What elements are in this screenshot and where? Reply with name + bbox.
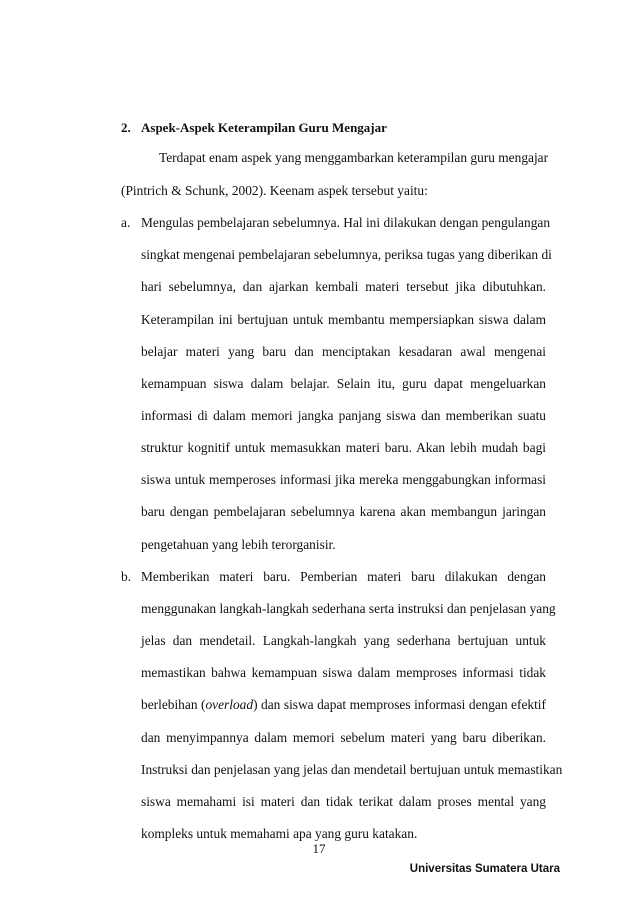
item-a-line-7: informasi di dalam memori jangka panjang siswa dan memberikan suatu [141,408,546,423]
item-a-line-6: kemampuan siswa dalam belajar. Selain itu, guru dapat mengeluarkan [141,376,546,391]
item-b-line-5-before: berlebihan ( [141,697,206,712]
item-b-line-3: jelas dan mendetail. Langkah-langkah yang sederhana bertujuan untuk [141,633,546,648]
item-a-marker: a. [121,215,131,230]
item-a-line-9: siswa untuk memperoses informasi jika mereka menggabungkan informasi [141,472,546,487]
item-b-line-1: Memberikan materi baru. Pemberian materi baru dilakukan dengan [141,569,546,584]
item-b-line-5-after: ) dan siswa dapat memproses informasi dengan efektif [253,697,546,712]
page-number: 17 [312,841,326,856]
item-b-line-8: siswa memahami isi materi dan tidak terikat dalam proses mental yang [141,794,546,809]
intro-line-2: (Pintrich & Schunk, 2002). Keenam aspek tersebut yaitu: [121,183,428,198]
item-b-marker: b. [121,569,132,584]
item-a-line-3: hari sebelumnya, dan ajarkan kembali materi tersebut jika dibutuhkan. [141,279,546,294]
item-b-line-4: memastikan bahwa kemampuan siswa dalam memproses informasi tidak [141,665,546,680]
intro-line-1: Terdapat enam aspek yang menggambarkan keterampilan guru mengajar [159,150,549,165]
item-a-line-4: Keterampilan ini bertujuan untuk membantu mempersiapkan siswa dalam [141,312,546,327]
item-a-line-11: pengetahuan yang lebih terorganisir. [141,537,336,552]
item-a-line-8: struktur kognitif untuk memasukkan materi baru. Akan lebih mudah bagi [141,440,546,455]
item-b-line-5-italic: overload [205,697,254,712]
item-b-line-9: kompleks untuk memahami apa yang guru katakan. [141,826,418,841]
section-title: Aspek-Aspek Keterampilan Guru Mengajar [141,120,387,135]
footer-institution: Universitas Sumatera Utara [409,863,560,875]
item-b-line-6: dan menyimpannya dalam memori sebelum materi yang baru diberikan. [141,730,546,745]
item-a-line-1: Mengulas pembelajaran sebelumnya. Hal ini dilakukan dengan pengulangan [141,215,551,230]
item-a-line-10: baru dengan pembelajaran sebelumnya karena akan membangun jaringan [141,504,546,519]
section-number: 2. [121,120,131,135]
item-a-line-2: singkat mengenai pembelajaran sebelumnya, periksa tugas yang diberikan di [141,247,552,262]
item-a-line-5: belajar materi yang baru dan menciptakan kesadaran awal mengenai [141,344,546,359]
section-heading [121,120,387,136]
item-b-line-5 [141,697,546,713]
item-b-line-7: Instruksi dan penjelasan yang jelas dan mendetail bertujuan untuk memastikan [141,762,563,777]
item-b-line-2: menggunakan langkah-langkah sederhana serta instruksi dan penjelasan yang [141,601,556,616]
